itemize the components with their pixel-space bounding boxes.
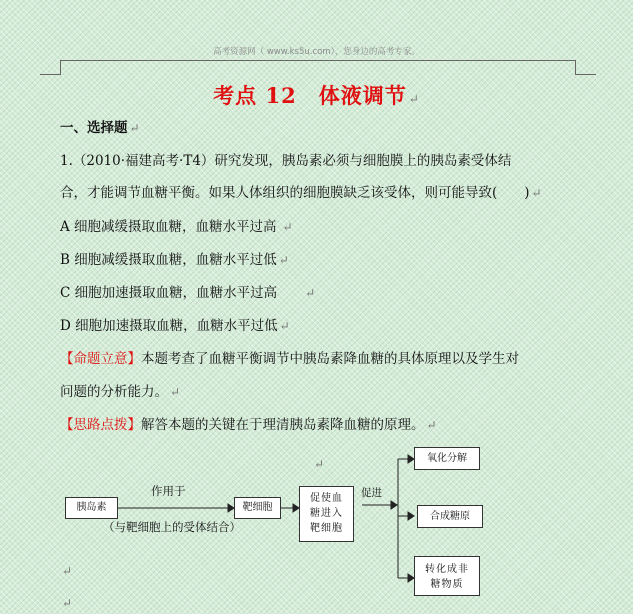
intent-tag: 【命题立意】 (60, 351, 141, 367)
paragraph-mark: ↵ (170, 385, 181, 399)
paragraph-mark: ↵ (408, 92, 420, 106)
paragraph-mark: ↵ (314, 457, 325, 471)
label-binding-note: （与靶细胞上的受体结合） (103, 520, 241, 534)
intent-text-2: 问题的分析能力。 (60, 384, 168, 400)
option-a-text: A 细胞减缓摄取血糖，血糖水平过高 (60, 219, 277, 235)
node-oxidation: 氧化分解 (414, 447, 480, 470)
arrowhead (391, 501, 397, 509)
paragraph-mark: ↵ (278, 253, 289, 267)
question-line-1: 1.（2010·福建高考·T4）研究发现，胰岛素必须与细胞膜上的胰岛素受体结 (60, 153, 512, 169)
paragraph-mark: ↵ (305, 286, 316, 300)
paragraph-mark: ↵ (62, 564, 73, 578)
paragraph-mark: ↵ (279, 319, 290, 333)
page-header-text: 高考资源网（ www.ks5u.com），您身边的高考专家。 (213, 47, 420, 57)
node-glycogen: 合成糖原 (417, 505, 483, 528)
node-non-sugar: 转化成非糖物质 (414, 556, 480, 596)
label-promote: 促进 (361, 487, 382, 499)
arrowhead (408, 512, 414, 520)
section-heading-text: 一、选择题 (60, 120, 128, 136)
paragraph-mark: ↵ (282, 220, 293, 234)
paragraph-mark: ↵ (62, 596, 73, 610)
option-b-text: B 细胞减缓摄取血糖，血糖水平过低 (60, 252, 277, 268)
paragraph-mark: ↵ (129, 121, 140, 135)
label-acts-on: 作用于 (151, 484, 186, 498)
option-d-text: D 细胞加速摄取血糖，血糖水平过低 (60, 318, 278, 334)
question-line-2-text: 合，才能调节血糖平衡。如果人体组织的细胞膜缺乏该受体，则可能导致( ) (60, 185, 530, 201)
node-promote-entry: 促使血糖进入靶细胞 (299, 486, 354, 542)
paragraph-mark: ↵ (426, 418, 437, 432)
intent-text-1: 本题考查了血糖平衡调节中胰岛素降血糖的具体原理以及学生对 (141, 351, 519, 367)
hint-tag: 【思路点拨】 (60, 417, 141, 433)
node-insulin: 胰岛素 (65, 497, 118, 519)
option-c-text: C 细胞加速摄取血糖，血糖水平过高 (60, 285, 278, 301)
title-text: 考点 12 体液调节 (213, 83, 407, 108)
node-target-cell: 靶细胞 (234, 497, 281, 519)
hint-text: 解答本题的关键在于理清胰岛素降血糖的原理。 (141, 417, 425, 433)
paragraph-mark: ↵ (531, 186, 542, 200)
